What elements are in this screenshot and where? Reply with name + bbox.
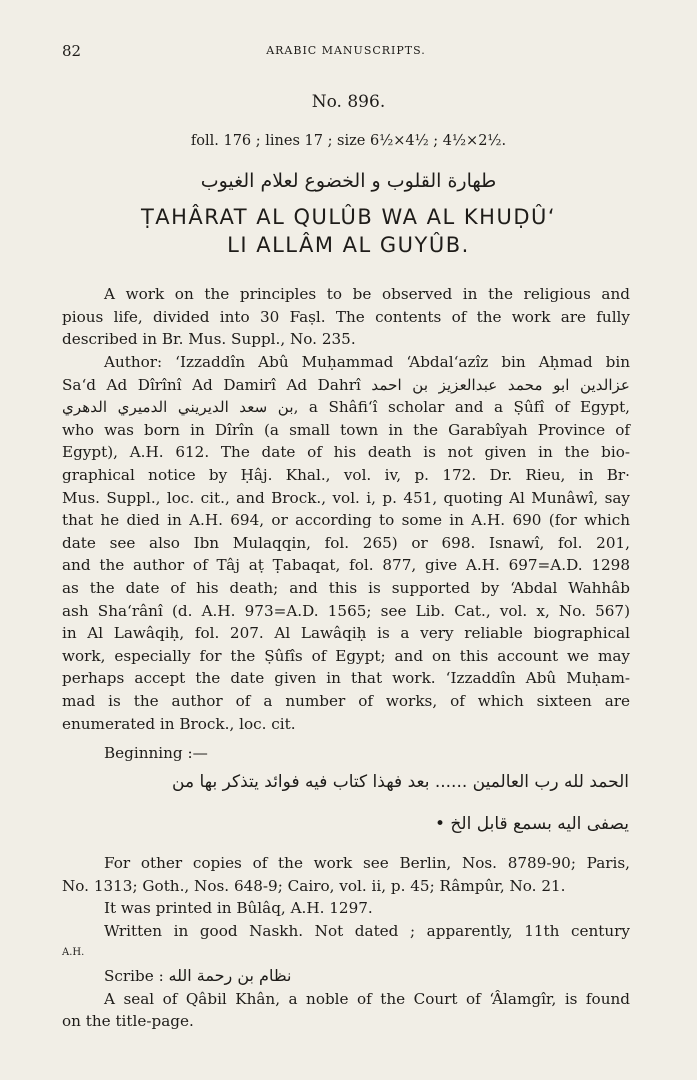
text-line: graphical notice by Ḥâj. Khal., vol. iv, p. 172. Dr. Rieu, in Br· [62,465,630,484]
notes-section [62,852,630,1033]
scribe-note [62,965,630,988]
arabic-title: طهارة القلوب و الخضوع لعلام الغيوب [200,170,497,192]
page-number: 82 [62,42,82,60]
text-line: بن سعد الديريني الدميري الدهري, a Shâfi‘î scholar and a Ṣûfî of Egypt, [62,398,631,417]
text-line: enumerated in Brock., loc. cit. [62,714,296,733]
printed-note: It was printed in Bûlâq, A.H. 1297. [104,899,373,918]
text-line: A work on the principles to be observed in the religious and [104,285,630,303]
text-line: No. 1313; Goth., Nos. 648-9; Cairo, vol. ii, p. 45; Râmpûr, No. 21. [62,876,566,895]
text-line: mad is the author of a number of works, of which sixteen are [62,691,630,710]
entry-number: No. 896. [311,92,386,112]
beginning-arabic-line-2: يصفى اليه بسمع قابل الخ • [435,814,629,834]
text-line: on the title-page. [62,1012,194,1031]
text-line: who was born in Dîrîn (a small town in the Garabîyah Province of [62,420,630,439]
text-line: in Al Lawâqiḥ, fol. 207. Al Lawâqiḥ is a very reliable biographical [62,624,630,643]
text-line: described in Br. Mus. Suppl., No. 235. [62,330,356,349]
text-line: For other copies of the work see Berlin, Nos. 8789-90; Paris, [104,854,630,872]
text-line: A seal of Qâbil Khân, a noble of the Court of ‘Âlamgîr, is found [104,989,630,1008]
title-line-2: LI ALLÂM AL GUYÛB. [227,233,470,257]
text-line: as the date of his death; and this is supported by ‘Abdal Wahhâb [62,578,630,597]
description-paragraph [62,283,630,351]
text-line: Mus. Suppl., loc. cit., and Brock., vol. i, p. 451, quoting Al Munâwî, say [62,488,630,507]
beginning-arabic-line-1: الحمد لله رب العالمين ...... بعد فهذا كتاب فيه فوائد يتذكر بها من [172,772,629,792]
title-line-1: ṬAHÂRAT AL QULÛB WA AL KHUḌÛ‘ [140,205,557,229]
text-line: perhaps accept the date given in that work. ‘Izzaddîn Abû Muḥam- [62,669,630,688]
written-note: Written in good Naskh. Not dated ; apparently, 11th century [104,921,630,940]
beginning-label: Beginning :— [104,744,208,762]
text-line: Author: ‘Izzaddîn Abû Muḥammad ‘Abdal‘azîz bin Aḥmad bin [104,353,630,371]
scribe-label: Scribe : [104,966,164,985]
text-line: Egypt), A.H. 612. The date of his death is not given in the bio- [62,443,630,462]
written-note-era: A.H. [62,947,85,959]
text-line: ash Sha‘rânî (d. A.H. 973=A.D. 1565; see Lib. Cat., vol. x, No. 567) [62,601,630,620]
scribe-arabic-name: نظام بن رحمة الله [168,965,292,985]
text-line: work, especially for the Ṣûfîs of Egypt; and on this account we may [62,646,630,665]
text-line: and the author of Tâj aṭ Ṭabaqat, fol. 877, give A.H. 697=A.D. 1298 [62,556,630,575]
text-line: that he died in A.H. 694, or according to some in A.H. 690 (for which [62,511,630,530]
author-paragraph [62,351,630,735]
text-line: date see also Ibn Mulaqqin, fol. 265) or 698. Isnawî, fol. 201, [62,533,630,552]
running-title: ARABIC MANUSCRIPTS. [266,44,426,57]
text-line: Sa‘d Ad Dîrînî Ad Damirî Ad Dahrî عزالدين ابو محمد عبدالعزيز بن احمد [62,375,630,394]
text-line: pious life, divided into 30 Faṣl. The contents of the work are fully [62,307,630,326]
collation: foll. 176 ; lines 17 ; size 6½×4½ ; 4½×2½. [190,133,507,149]
page-header [62,42,630,64]
